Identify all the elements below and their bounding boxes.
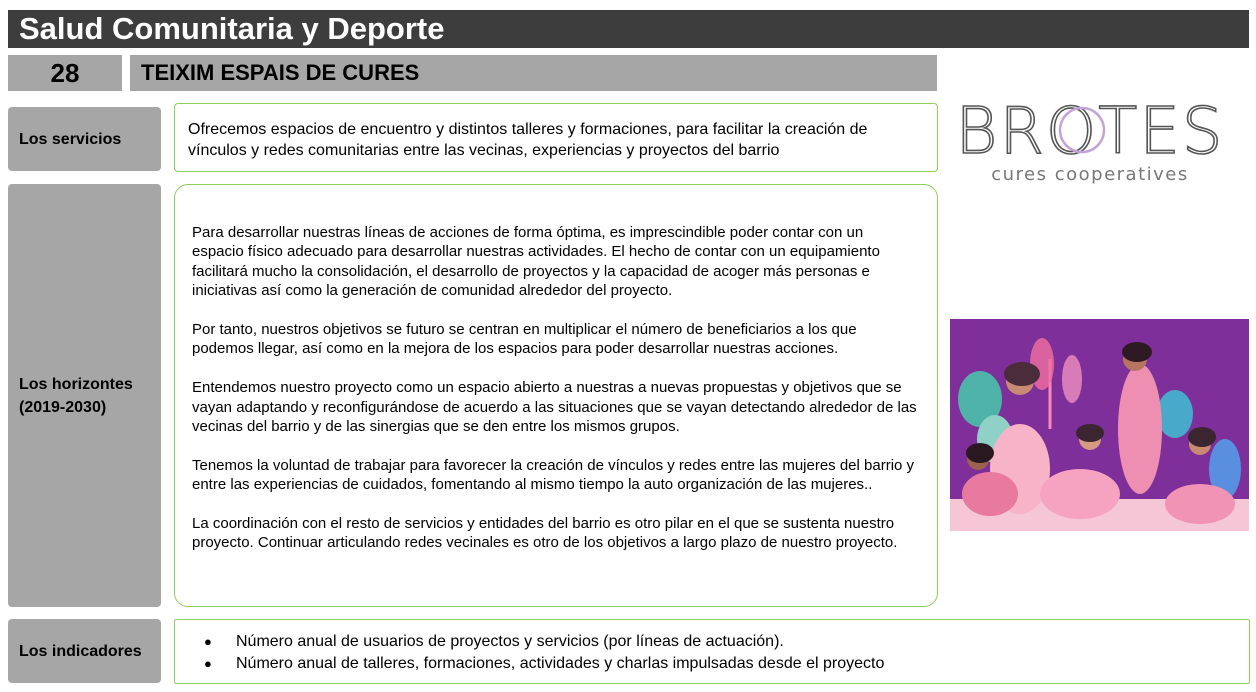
logo-tagline: cures cooperatives: [991, 164, 1189, 185]
servicios-label: [8, 107, 161, 171]
horizontes-label: [8, 184, 161, 607]
indicador-text: Número anual de talleres, formaciones, actividades y charlas impulsadas desde el proyecto: [236, 655, 885, 672]
horizontes-paragraph: Entendemos nuestro proyecto como un espacio abierto a nuestras a nuevas propuestas y objetivos que se vayan adaptando y reconfigurándose de acuerdo a las situaciones que se vayan detectando alrededor de las vecinas del barrio y de las sinergias que se den entre los mismos grupos.: [192, 379, 917, 436]
indicador-text: Número anual de usuarios de proyectos y servicios (por líneas de actuación).: [236, 633, 784, 650]
list-item: [204, 631, 1249, 653]
indicadores-label-text: Los indicadores: [19, 642, 142, 660]
page-title: Salud Comunitaria y Deporte: [8, 10, 1249, 48]
servicios-text-box: [174, 103, 938, 172]
logo-wordmark: BROTES: [955, 95, 1225, 169]
project-number: 28: [8, 55, 122, 91]
horizontes-text-box: [174, 184, 938, 607]
horizontes-paragraph: La coordinación con el resto de servicios y entidades del barrio es otro pilar en el que se sustenta nuestro proyecto. Continuar articulando redes vecinales es otro de los objetivos a largo plazo de nuestro proyecto.: [192, 515, 898, 552]
indicadores-list: [174, 619, 1250, 684]
brotes-logo: [955, 90, 1225, 190]
list-item: [204, 653, 1249, 675]
horizontes-paragraph: Por tanto, nuestros objetivos se futuro se centran en multiplicar el número de beneficiarios a los que podemos llegar, así como en la mejora de los espacios para poder desarrollar nuestras acciones.: [192, 321, 857, 358]
servicios-text: Ofrecemos espacios de encuentro y distintos talleres y formaciones, para facilitar la creación de vínculos y redes comunitarias entre las vecinas, experiencias y proyectos del barrio: [188, 121, 868, 159]
horizontes-label-text: Los horizontes (2019-2030): [19, 375, 133, 416]
servicios-label-text: Los servicios: [19, 130, 122, 148]
horizontes-paragraph: Tenemos la voluntad de trabajar para favorecer la creación de vínculos y redes entre las mujeres del barrio y entre las experiencias de cuidados, fomentando al mismo tiempo la auto organización de las mujeres..: [192, 456, 915, 494]
horizontes-paragraph: Para desarrollar nuestras líneas de acciones de forma óptima, es imprescindible poder contar con un espacio físico adecuado para desarrollar nuestras actividades. El hecho de contar con un equipamiento facilitará mucho la consolidación, el desarrollo de proyectos y la capacidad de acoger más personas e iniciativas así como la generación de comunidad alrededor del proyecto.: [192, 224, 880, 300]
project-name: TEIXIM ESPAIS DE CURES: [130, 55, 937, 91]
indicadores-label: [8, 619, 161, 683]
bullet-icon: ●: [204, 656, 212, 671]
bullet-icon: ●: [204, 634, 212, 649]
women-illustration: [950, 319, 1249, 531]
